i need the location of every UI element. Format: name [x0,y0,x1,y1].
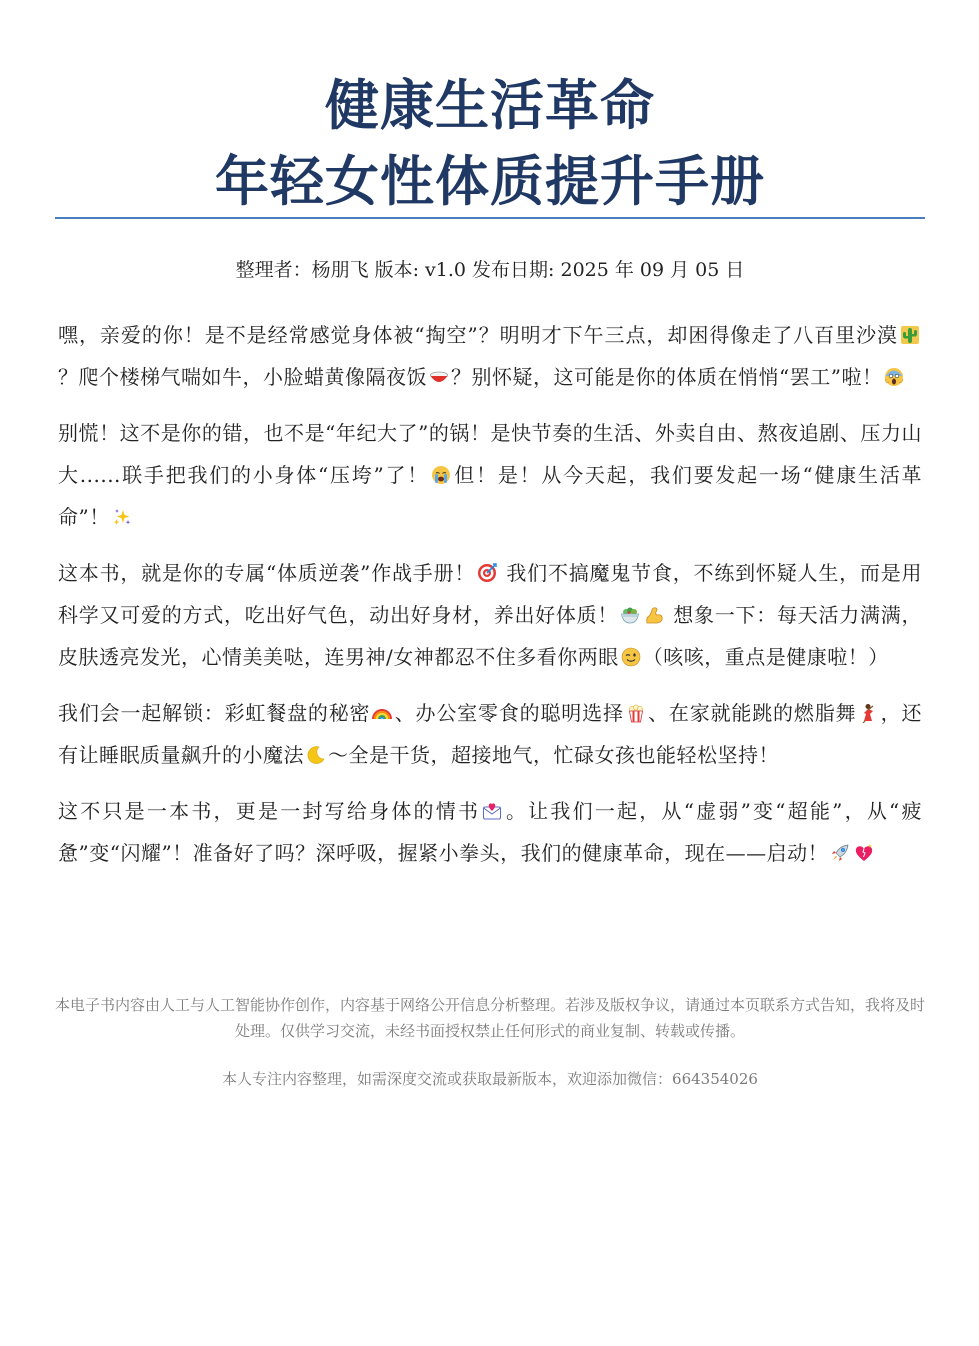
document-meta: 整理者：杨朋飞 版本: v1.0 发布日期: 2025 年 09 月 05 日 [235,259,745,281]
contact-info: 本人专注内容整理，如需深度交流或获取最新版本，欢迎添加微信：664354026 [222,1070,758,1088]
intro-paragraph [58,692,922,776]
copyright-notice: 本电子书内容由人工与人工智能协作创作，内容基于网络公开信息分析整理。若涉及版权争议，请通过本页联系方式告知，我将及时处理。仅供学习交流，未经书面授权禁止任何形式的商业复制、转载或传播。 [55,996,926,1040]
paragraph-text: 别慌！这不是你的错，也不是“年纪大了”的锅！是快节奏的生活、外卖自由、熬夜追剧、压力山大......联手把我们的小身体“压垮”了！ [58,421,922,487]
intro-body [58,314,922,888]
paragraph-text: ？别怀疑，这可能是你的体质在悄悄“罢工”啦！ [451,365,883,389]
cactus-icon [900,325,920,345]
intro-paragraph [58,314,922,398]
intro-paragraph [58,790,922,874]
crying-face-icon [431,465,451,485]
paragraph-text: 嘿，亲爱的你！是不是经常感觉身体被“掏空”？明明才下午三点，却困得像走了八百里沙漠 [58,323,898,347]
paragraph-text: （咳咳，重点是健康啦！） [642,645,889,669]
paragraph-text: ～全是干货，超接地气，忙碌女孩也能轻松坚持！ [328,743,779,767]
love-letter-icon [482,801,502,821]
paragraph-text: 。让我们一起，从“虚弱”变“超能”，从“疲惫”变“闪耀”！准备好了吗？深呼吸，握紧小拳头，我们的健康革命，现在——启动！ [58,799,923,865]
title-line-1: 健康生活革命 [325,74,655,137]
sparkles-icon [112,507,132,527]
paragraph-text: ，还有让睡眠质量飙升的小魔法 [58,701,923,767]
paragraph-text: 、办公室零食的聪明选择 [394,701,624,725]
title-divider [55,217,925,219]
intro-paragraph [58,552,922,678]
title-line-2: 年轻女性体质提升手册 [215,150,765,213]
paragraph-text: 我们会一起解锁：彩虹餐盘的秘密 [58,701,371,725]
rocket-icon [830,843,850,863]
salad-icon [620,605,640,625]
intro-paragraph [58,412,922,538]
target-icon [477,563,497,583]
sparkling-heart-icon [854,843,874,863]
rainbow-icon [372,703,392,723]
paragraph-text: 我们不搞魔鬼节食，不练到怀疑人生，而是用科学又可爱的方式，吃出好气色，动出好身材，养出好体质！ [58,561,923,627]
crescent-moon-icon [306,745,326,765]
document-title [55,68,925,220]
paragraph-text: 想象一下：每天活力满满，皮肤透亮发光，心情美美哒，连男神/女神都忍不住多看你两眼 [58,603,923,669]
paragraph-text: 但！是！从今天起，我们要发起一场“健康生活革命”！ [58,463,922,529]
dancer-icon [858,703,878,723]
paragraph-text: 、在家就能跳的燃脂舞 [647,701,857,725]
bowl-icon [429,367,449,387]
scream-face-icon [884,367,904,387]
popcorn-icon [626,703,646,723]
flexed-biceps-icon [644,605,664,625]
wink-face-icon [621,647,641,667]
paragraph-text: 这不只是一本书，更是一封写给身体的情书 [58,799,481,823]
paragraph-text: ？爬个楼梯气喘如牛，小脸蜡黄像隔夜饭 [58,365,427,389]
paragraph-text: 这本书，就是你的专属“体质逆袭”作战手册！ [58,561,476,585]
